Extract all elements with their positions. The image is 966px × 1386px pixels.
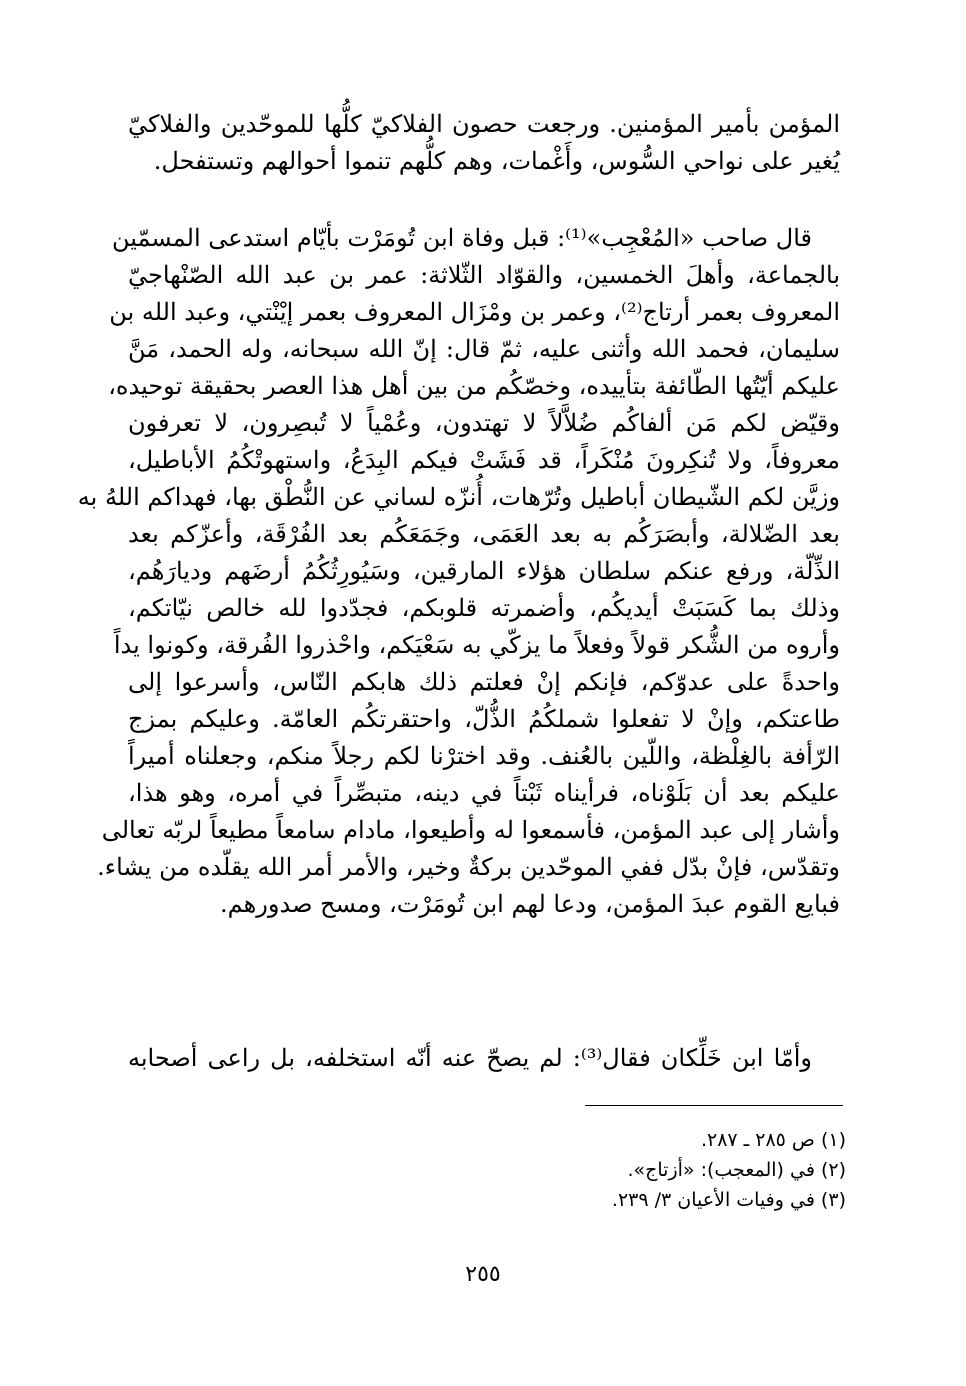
text-line: المعروف بعمر أرتاج⁽²⁾، وعمر بن ومْزَال المعروف بعمر إيْنْتي، وعبد الله بن	[109, 298, 840, 326]
footnotes	[426, 1125, 846, 1215]
text-line: المؤمن بأمير المؤمنين. ورجعت حصون الفلاكيّ كلُّها للموحّدين والفلاكيّ	[128, 110, 840, 138]
text-line: الرّأفة بالغِلْظة، واللّين بالعُنف. وقد اخترْنا لكم رجلاً منكم، وجعلناه أميراً	[128, 742, 840, 770]
footnote-1: (١) ص ٢٨٥ ـ ٢٨٧.	[700, 1129, 846, 1151]
footnote-2: (٢) في (المعجب): «أزتاج».	[627, 1159, 846, 1181]
text-line: فبايع القوم عبدَ المؤمن، ودعا لهم ابن تُومَرْت، ومسح صدورهم.	[220, 890, 840, 918]
text-line: وذلك بما كَسَبَتْ أيديكُم، وأضمرته قلوبكم، فجدّدوا لله خالص نيّاتكم،	[128, 594, 840, 622]
text-line: عليكم بعد أن بَلَوْناه، فرأيناه ثَبْتاً في دينه، متبصِّراً في أمره، وهو هذا،	[128, 779, 840, 807]
text-line: واحدةً على عدوّكم، فإنكم إنْ فعلتم ذلك هابكم النّاس، وأسرعوا إلى	[128, 668, 840, 696]
footnote-separator	[585, 1105, 843, 1106]
text-line: وأشار إلى عبد المؤمن، فأسمعوا له وأطيعوا، مادام سامعاً مطيعاً لربّه تعالى	[101, 816, 840, 844]
text-line: قال صاحب «المُعْجِب»⁽¹⁾: قبل وفاة ابن تُومَرْت بأيّام استدعى المسمّين	[112, 224, 812, 252]
paragraph-1	[128, 106, 840, 180]
text-line: وزيَّن لكم الشّيطان أباطيل وتُرّهات، أُنزّه لساني عن النُّطْق بها، فهداكم اللهُ به	[77, 483, 840, 511]
paragraph-2	[77, 220, 840, 923]
text-line: معروفاً، ولا تُنكِرونَ مُنْكَراً، قد فَشَتْ فيكم البِدَعُ، واستهوتْكُمُ الأباطيل،	[128, 446, 840, 474]
text-line: بعد الضّلالة، وأبصَرَكُم به بعد العَمَى، وجَمَعَكُم بعد الفُرْقَة، وأعزّكم بعد	[128, 520, 840, 548]
text-line: الذِّلّة، ورفع عنكم سلطان هؤلاء المارقين، وسَيُورِثُكُمُ أرضَهم وديارَهُم،	[128, 557, 840, 585]
text-line: عليكم أيّتُها الطّائفة بتأييده، وخصّكُم من بين أهل هذا العصر بحقيقة توحيده،	[108, 372, 840, 400]
text-line: سليمان، فحمد الله وأثنى عليه، ثمّ قال: إنّ الله سبحانه، وله الحمد، مَنَّ	[128, 335, 840, 363]
text-line: بالجماعة، وأهلَ الخمسين، والقوّاد الثّلاثة: عمر بن عبد الله الصّنْهاجيّ	[128, 261, 840, 289]
text-line: طاعتكم، وإنْ لا تفعلوا شملكُمُ الذُّلّ، واحتقرتكُم العامّة. وعليكم بمزج	[128, 705, 840, 733]
page-number: ٢٥٥	[465, 1262, 501, 1287]
text-line: وقيّض لكم مَن ألفاكُم ضُلاَّلاً لا تهتدون، وعُمْياً لا تُبصِرون، لا تعرفون	[128, 409, 840, 437]
text-line: يُغير على نواحي السُّوس، وأَغْمات، وهم كلُّهم تنموا أحوالهم وتستفحل.	[153, 147, 840, 175]
paragraph-3	[128, 1040, 840, 1077]
text-line: وتقدّس، فإنْ بدّل ففي الموحّدين بركةٌ وخير، والأمر أمر الله يقلّده من يشاء.	[97, 853, 840, 881]
text-line: وأمّا ابن خَلِّكان فقال⁽³⁾: لم يصحّ عنه أنّه استخلفه، بل راعى أصحابه	[128, 1044, 812, 1072]
footnote-3: (٣) في وفيات الأعيان ٣/ ٢٣٩.	[611, 1189, 846, 1211]
text-line: وأروه من الشُّكر قولاً وفعلاً ما يزكّي به سَعْيَكم، واحْذروا الفُرقة، وكونوا يداً	[113, 631, 840, 659]
